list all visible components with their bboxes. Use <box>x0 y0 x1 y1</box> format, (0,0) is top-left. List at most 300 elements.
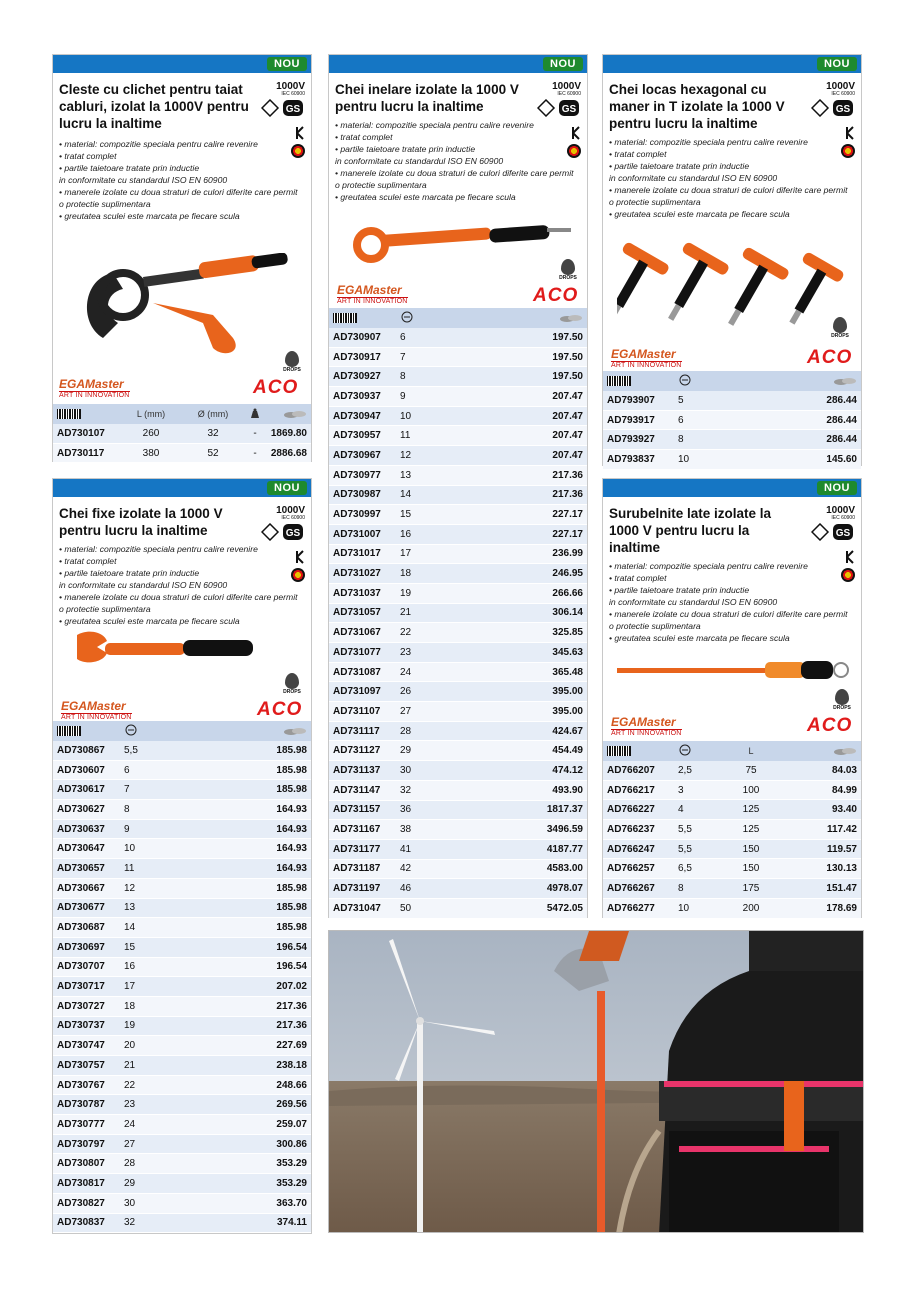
product-code: AD766277 <box>603 898 678 918</box>
diameter-value: 52 <box>182 443 244 463</box>
drop-test-icon <box>567 144 581 158</box>
table-row <box>53 937 311 957</box>
table-row <box>329 367 587 387</box>
feature-item: • material: compozitie speciala pentru calire revenire <box>609 561 808 571</box>
size-value: 32 <box>124 1213 156 1233</box>
k-mark-icon <box>295 550 305 564</box>
table-row <box>329 426 587 446</box>
price-value: 454.49 <box>432 741 587 761</box>
card-header-bar <box>603 479 861 497</box>
price-value: 4583.00 <box>432 859 587 879</box>
table-row <box>603 898 861 918</box>
price-table <box>603 741 861 919</box>
size-value: 12 <box>124 878 156 898</box>
feature-item: • partile taietoare tratate prin inductie in conformitate cu standardul ISO EN 60900 <box>609 161 778 183</box>
product-code: AD793837 <box>603 450 678 470</box>
size-value: 14 <box>124 918 156 938</box>
product-code: AD730997 <box>329 505 400 525</box>
weight-icon <box>251 408 259 418</box>
size-value: 22 <box>400 623 432 643</box>
price-value: 185.98 <box>156 878 311 898</box>
table-row <box>53 1134 311 1154</box>
size-value: 28 <box>400 721 432 741</box>
price-value: 207.02 <box>156 977 311 997</box>
table-row <box>603 820 861 840</box>
price-value: 196.54 <box>156 937 311 957</box>
table-row <box>329 643 587 663</box>
product-code: AD731117 <box>329 721 400 741</box>
product-code: AD730117 <box>53 443 120 463</box>
product-code: AD730937 <box>329 387 400 407</box>
product-code: AD731197 <box>329 879 400 899</box>
price-table <box>329 308 587 919</box>
table-row <box>329 347 587 367</box>
feature-item: • greutatea sculei este marcata pe fiecare scula <box>335 192 516 202</box>
table-row <box>53 1174 311 1194</box>
price-value: 238.18 <box>156 1056 311 1076</box>
table-row <box>53 1193 311 1213</box>
price-value: 2886.68 <box>266 443 311 463</box>
price-value: 197.50 <box>432 328 587 347</box>
feature-item: • greutatea sculei este marcata pe fiecare scula <box>59 616 240 626</box>
egamaster-logo: EGAMaster ART IN INNOVATION <box>59 377 130 399</box>
product-code: AD766267 <box>603 879 678 899</box>
diameter-value: 32 <box>182 424 244 443</box>
price-value: 84.03 <box>782 761 861 780</box>
product-code: AD731097 <box>329 682 400 702</box>
size-value: 19 <box>124 1016 156 1036</box>
size-value: 10 <box>678 898 720 918</box>
length-value: 175 <box>720 879 782 899</box>
k-mark-icon <box>845 126 855 140</box>
card-header-bar <box>603 55 861 73</box>
product-card-fixe <box>52 478 312 1234</box>
product-code: AD730957 <box>329 426 400 446</box>
flat-screwdriver-image <box>615 657 851 683</box>
price-value: 286.44 <box>710 391 861 410</box>
price-value: 353.29 <box>156 1154 311 1174</box>
size-value: 5,5 <box>678 839 720 859</box>
table-row <box>329 741 587 761</box>
egamaster-logo: EGAMaster ART IN INNOVATION <box>611 715 682 737</box>
table-row <box>53 859 311 879</box>
table-row <box>53 898 311 918</box>
aco-logo: ACO <box>807 715 853 736</box>
product-card-surubelnite <box>602 478 862 918</box>
price-table <box>53 721 311 1233</box>
t-handle-hex-keys-image <box>617 231 853 341</box>
table-row <box>329 721 587 741</box>
product-code: AD766237 <box>603 820 678 840</box>
size-value: 16 <box>400 524 432 544</box>
price-value: 353.29 <box>156 1174 311 1194</box>
drops-icon <box>285 673 299 689</box>
voltage-rating: 1000V <box>276 81 305 92</box>
photo-illustration <box>329 931 864 1233</box>
aco-logo: ACO <box>533 285 579 306</box>
size-value: 6 <box>124 760 156 780</box>
size-value: 17 <box>124 977 156 997</box>
product-code: AD731047 <box>329 898 400 918</box>
size-symbol-icon <box>401 311 413 323</box>
size-value: 20 <box>124 1036 156 1056</box>
size-value: 6 <box>400 328 432 347</box>
size-value: 17 <box>400 544 432 564</box>
size-value: 46 <box>400 879 432 899</box>
ring-spanner-image <box>349 219 579 263</box>
table-row <box>603 839 861 859</box>
certifications <box>259 505 305 582</box>
size-value: 5,5 <box>124 741 156 760</box>
product-code: AD730737 <box>53 1016 124 1036</box>
product-code: AD730797 <box>53 1134 124 1154</box>
price-value: 395.00 <box>432 702 587 722</box>
product-code: AD730927 <box>329 367 400 387</box>
table-row <box>53 1056 311 1076</box>
product-card-inelare <box>328 54 588 918</box>
length-value: 150 <box>720 859 782 879</box>
feature-item: • material: compozitie speciala pentru calire revenire <box>59 544 258 554</box>
product-code: AD730827 <box>53 1193 124 1213</box>
product-code: AD730817 <box>53 1174 124 1194</box>
size-value: 16 <box>124 957 156 977</box>
svg-text:GS: GS <box>285 528 301 539</box>
size-value: 21 <box>400 603 432 623</box>
product-title: Surubelnite late izolate la 1000 V pentru lucru la inaltime <box>609 506 772 555</box>
drops-icon <box>561 259 575 275</box>
new-badge: NOU <box>817 57 857 71</box>
svg-text:GS: GS <box>285 104 301 115</box>
size-value: 42 <box>400 859 432 879</box>
product-code: AD730777 <box>53 1115 124 1135</box>
product-code: AD730687 <box>53 918 124 938</box>
price-table <box>53 404 311 463</box>
price-value: 474.12 <box>432 761 587 781</box>
table-row <box>329 544 587 564</box>
size-value: 5,5 <box>678 820 720 840</box>
table-row <box>329 406 587 426</box>
feature-item: • manerele izolate cu doua straturi de culori diferite care permit o protectie suplimentara <box>59 187 298 209</box>
certifications <box>535 81 581 158</box>
size-value: 38 <box>400 820 432 840</box>
product-title: Chei inelare izolate la 1000 V pentru lucru la inaltime <box>335 82 519 114</box>
price-value: 164.93 <box>156 839 311 859</box>
product-code: AD731077 <box>329 643 400 663</box>
price-value: 493.90 <box>432 780 587 800</box>
product-code: AD793917 <box>603 410 678 430</box>
aco-logo: ACO <box>253 377 299 398</box>
price-value: 246.95 <box>432 564 587 584</box>
size-value: 30 <box>124 1193 156 1213</box>
egamaster-logo: EGAMaster ART IN INNOVATION <box>61 699 132 721</box>
price-value: 84.99 <box>782 780 861 800</box>
card-header-bar <box>53 479 311 497</box>
drops-icon <box>285 351 299 367</box>
size-value: 41 <box>400 839 432 859</box>
col-length: L <box>720 741 782 761</box>
product-code: AD731067 <box>329 623 400 643</box>
feature-item: • greutatea sculei este marcata pe fiecare scula <box>609 209 790 219</box>
table-row <box>603 859 861 879</box>
barcode-icon <box>57 409 81 419</box>
table-row <box>329 879 587 899</box>
drop-test-icon <box>291 144 305 158</box>
product-code: AD766207 <box>603 761 678 780</box>
feature-item: • tratat complet <box>609 149 667 159</box>
wind-farm-worker-photo <box>328 930 864 1233</box>
feature-item: • manerele izolate cu doua straturi de culori diferite care permit o protectie suplimentara <box>609 609 848 631</box>
product-code: AD730747 <box>53 1036 124 1056</box>
price-value: 395.00 <box>432 682 587 702</box>
size-symbol-icon <box>125 724 137 736</box>
length-value: 200 <box>720 898 782 918</box>
product-card-locas <box>602 54 862 466</box>
product-code: AD730607 <box>53 760 124 780</box>
length-value: 75 <box>720 761 782 780</box>
price-value: 207.47 <box>432 446 587 466</box>
product-code: AD730637 <box>53 819 124 839</box>
table-row <box>329 524 587 544</box>
drop-test-icon <box>291 568 305 582</box>
barcode-icon <box>57 726 81 736</box>
size-value: 6,5 <box>678 859 720 879</box>
table-row <box>603 430 861 450</box>
feature-item: • partile taietoare tratate prin inductie in conformitate cu standardul ISO EN 60900 <box>59 163 228 185</box>
table-row <box>53 741 311 760</box>
open-end-spanner-image <box>73 629 283 669</box>
table-row <box>603 780 861 800</box>
feature-item: • tratat complet <box>609 573 667 583</box>
product-code: AD730867 <box>53 741 124 760</box>
feature-item: • material: compozitie speciala pentru calire revenire <box>59 139 258 149</box>
table-row <box>329 662 587 682</box>
size-symbol-icon <box>679 744 691 756</box>
size-value: 3 <box>678 780 720 800</box>
table-row <box>329 446 587 466</box>
voltage-rating: 1000V <box>826 505 855 516</box>
product-code: AD731027 <box>329 564 400 584</box>
table-row <box>329 839 587 859</box>
price-value: 185.98 <box>156 918 311 938</box>
length-value: 100 <box>720 780 782 800</box>
svg-text:GS: GS <box>835 104 851 115</box>
col-diameter: Ø (mm) <box>182 404 244 424</box>
feature-item: • partile taietoare tratate prin inductie in conformitate cu standardul ISO EN 60900 <box>609 585 778 607</box>
price-value: 217.36 <box>432 465 587 485</box>
product-code: AD731187 <box>329 859 400 879</box>
table-row <box>603 410 861 430</box>
price-coins-icon <box>833 746 857 756</box>
product-code: AD730977 <box>329 465 400 485</box>
price-value: 374.11 <box>156 1213 311 1233</box>
size-value: 26 <box>400 682 432 702</box>
new-badge: NOU <box>543 57 583 71</box>
product-code: AD730627 <box>53 800 124 820</box>
product-code: AD730657 <box>53 859 124 879</box>
size-value: 29 <box>124 1174 156 1194</box>
size-value: 10 <box>400 406 432 426</box>
svg-text:GS: GS <box>561 104 577 115</box>
price-value: 145.60 <box>710 450 861 470</box>
size-value: 24 <box>400 662 432 682</box>
size-value: 28 <box>124 1154 156 1174</box>
price-value: 164.93 <box>156 859 311 879</box>
price-value: 185.98 <box>156 898 311 918</box>
drops-logo: DROPS <box>831 689 853 711</box>
product-code: AD730107 <box>53 424 120 443</box>
table-row <box>603 761 861 780</box>
price-value: 266.66 <box>432 583 587 603</box>
drops-logo: DROPS <box>281 673 303 695</box>
product-code: AD730697 <box>53 937 124 957</box>
size-value: 15 <box>124 937 156 957</box>
size-value: 11 <box>400 426 432 446</box>
price-value: 1869.80 <box>266 424 311 443</box>
table-row <box>53 443 311 463</box>
svg-text:GS: GS <box>835 528 851 539</box>
product-code: AD730837 <box>53 1213 124 1233</box>
table-row <box>329 623 587 643</box>
barcode-icon <box>607 746 631 756</box>
table-row <box>329 682 587 702</box>
product-code: AD730987 <box>329 485 400 505</box>
size-value: 14 <box>400 485 432 505</box>
size-value: 23 <box>400 643 432 663</box>
weight-value: - <box>244 424 266 443</box>
product-code: AD731137 <box>329 761 400 781</box>
size-value: 11 <box>124 859 156 879</box>
table-row <box>53 878 311 898</box>
table-row <box>53 918 311 938</box>
new-badge: NOU <box>817 481 857 495</box>
feature-item: • material: compozitie speciala pentru calire revenire <box>335 120 534 130</box>
product-code: AD730967 <box>329 446 400 466</box>
voltage-rating: 1000V <box>552 81 581 92</box>
price-value: 227.17 <box>432 505 587 525</box>
iec-standard: IEC 60900 <box>831 515 855 521</box>
certifications <box>809 505 855 582</box>
table-row <box>603 800 861 820</box>
product-title: Cleste cu clichet pentru taiat cabluri, izolat la 1000V pentru lucru la inaltime <box>59 82 249 131</box>
price-value: 306.14 <box>432 603 587 623</box>
size-value: 12 <box>400 446 432 466</box>
product-code: AD793927 <box>603 430 678 450</box>
table-row <box>329 583 587 603</box>
price-value: 300.86 <box>156 1134 311 1154</box>
table-row <box>53 957 311 977</box>
product-code: AD766217 <box>603 780 678 800</box>
price-coins-icon <box>283 726 307 736</box>
table-row <box>329 564 587 584</box>
product-code: AD730617 <box>53 780 124 800</box>
price-value: 197.50 <box>432 347 587 367</box>
length-value: 125 <box>720 820 782 840</box>
gs-certification-icon <box>537 99 581 117</box>
price-value: 207.47 <box>432 426 587 446</box>
price-table <box>603 371 861 470</box>
feature-item: • manerele izolate cu doua straturi de culori diferite care permit o protectie suplimentara <box>335 168 574 190</box>
product-code: AD766257 <box>603 859 678 879</box>
size-value: 9 <box>400 387 432 407</box>
product-code: AD793907 <box>603 391 678 410</box>
size-value: 36 <box>400 800 432 820</box>
price-value: 130.13 <box>782 859 861 879</box>
size-value: 13 <box>124 898 156 918</box>
table-row <box>53 977 311 997</box>
size-value: 8 <box>678 430 710 450</box>
drop-test-icon <box>841 144 855 158</box>
table-row <box>53 839 311 859</box>
drop-test-icon <box>841 568 855 582</box>
size-value: 4 <box>678 800 720 820</box>
feature-item: • tratat complet <box>59 151 117 161</box>
product-code: AD766247 <box>603 839 678 859</box>
feature-item: • partile taietoare tratate prin inductie in conformitate cu standardul ISO EN 60900 <box>335 144 504 166</box>
aco-logo: ACO <box>257 699 303 720</box>
egamaster-logo: EGAMaster ART IN INNOVATION <box>337 283 408 305</box>
table-row <box>329 898 587 918</box>
price-value: 236.99 <box>432 544 587 564</box>
table-row <box>329 387 587 407</box>
product-code: AD730727 <box>53 996 124 1016</box>
certifications <box>259 81 305 158</box>
table-row <box>329 702 587 722</box>
size-value: 8 <box>400 367 432 387</box>
size-value: 50 <box>400 898 432 918</box>
product-code: AD731147 <box>329 780 400 800</box>
price-value: 207.47 <box>432 387 587 407</box>
table-row <box>53 760 311 780</box>
price-value: 164.93 <box>156 800 311 820</box>
price-value: 119.57 <box>782 839 861 859</box>
price-value: 196.54 <box>156 957 311 977</box>
new-badge: NOU <box>267 57 307 71</box>
price-value: 117.42 <box>782 820 861 840</box>
size-value: 10 <box>124 839 156 859</box>
product-code: AD731127 <box>329 741 400 761</box>
drops-icon <box>835 689 849 705</box>
table-row <box>329 800 587 820</box>
table-row <box>329 465 587 485</box>
table-row <box>329 761 587 781</box>
feature-item: • greutatea sculei este marcata pe fiecare scula <box>609 633 790 643</box>
product-code: AD730917 <box>329 347 400 367</box>
price-value: 178.69 <box>782 898 861 918</box>
table-row <box>603 391 861 410</box>
product-code: AD731157 <box>329 800 400 820</box>
price-value: 217.36 <box>156 996 311 1016</box>
price-value: 185.98 <box>156 741 311 760</box>
table-row <box>53 1075 311 1095</box>
size-value: 27 <box>400 702 432 722</box>
drops-icon <box>833 317 847 333</box>
product-code: AD730667 <box>53 878 124 898</box>
table-row <box>603 450 861 470</box>
price-value: 217.36 <box>156 1016 311 1036</box>
table-row <box>53 424 311 443</box>
price-value: 424.67 <box>432 721 587 741</box>
size-value: 2,5 <box>678 761 720 780</box>
table-row <box>603 879 861 899</box>
price-value: 4978.07 <box>432 879 587 899</box>
price-value: 325.85 <box>432 623 587 643</box>
price-value: 286.44 <box>710 410 861 430</box>
size-value: 22 <box>124 1075 156 1095</box>
k-mark-icon <box>295 126 305 140</box>
price-value: 227.17 <box>432 524 587 544</box>
drops-logo: DROPS <box>281 351 303 373</box>
table-row <box>53 819 311 839</box>
